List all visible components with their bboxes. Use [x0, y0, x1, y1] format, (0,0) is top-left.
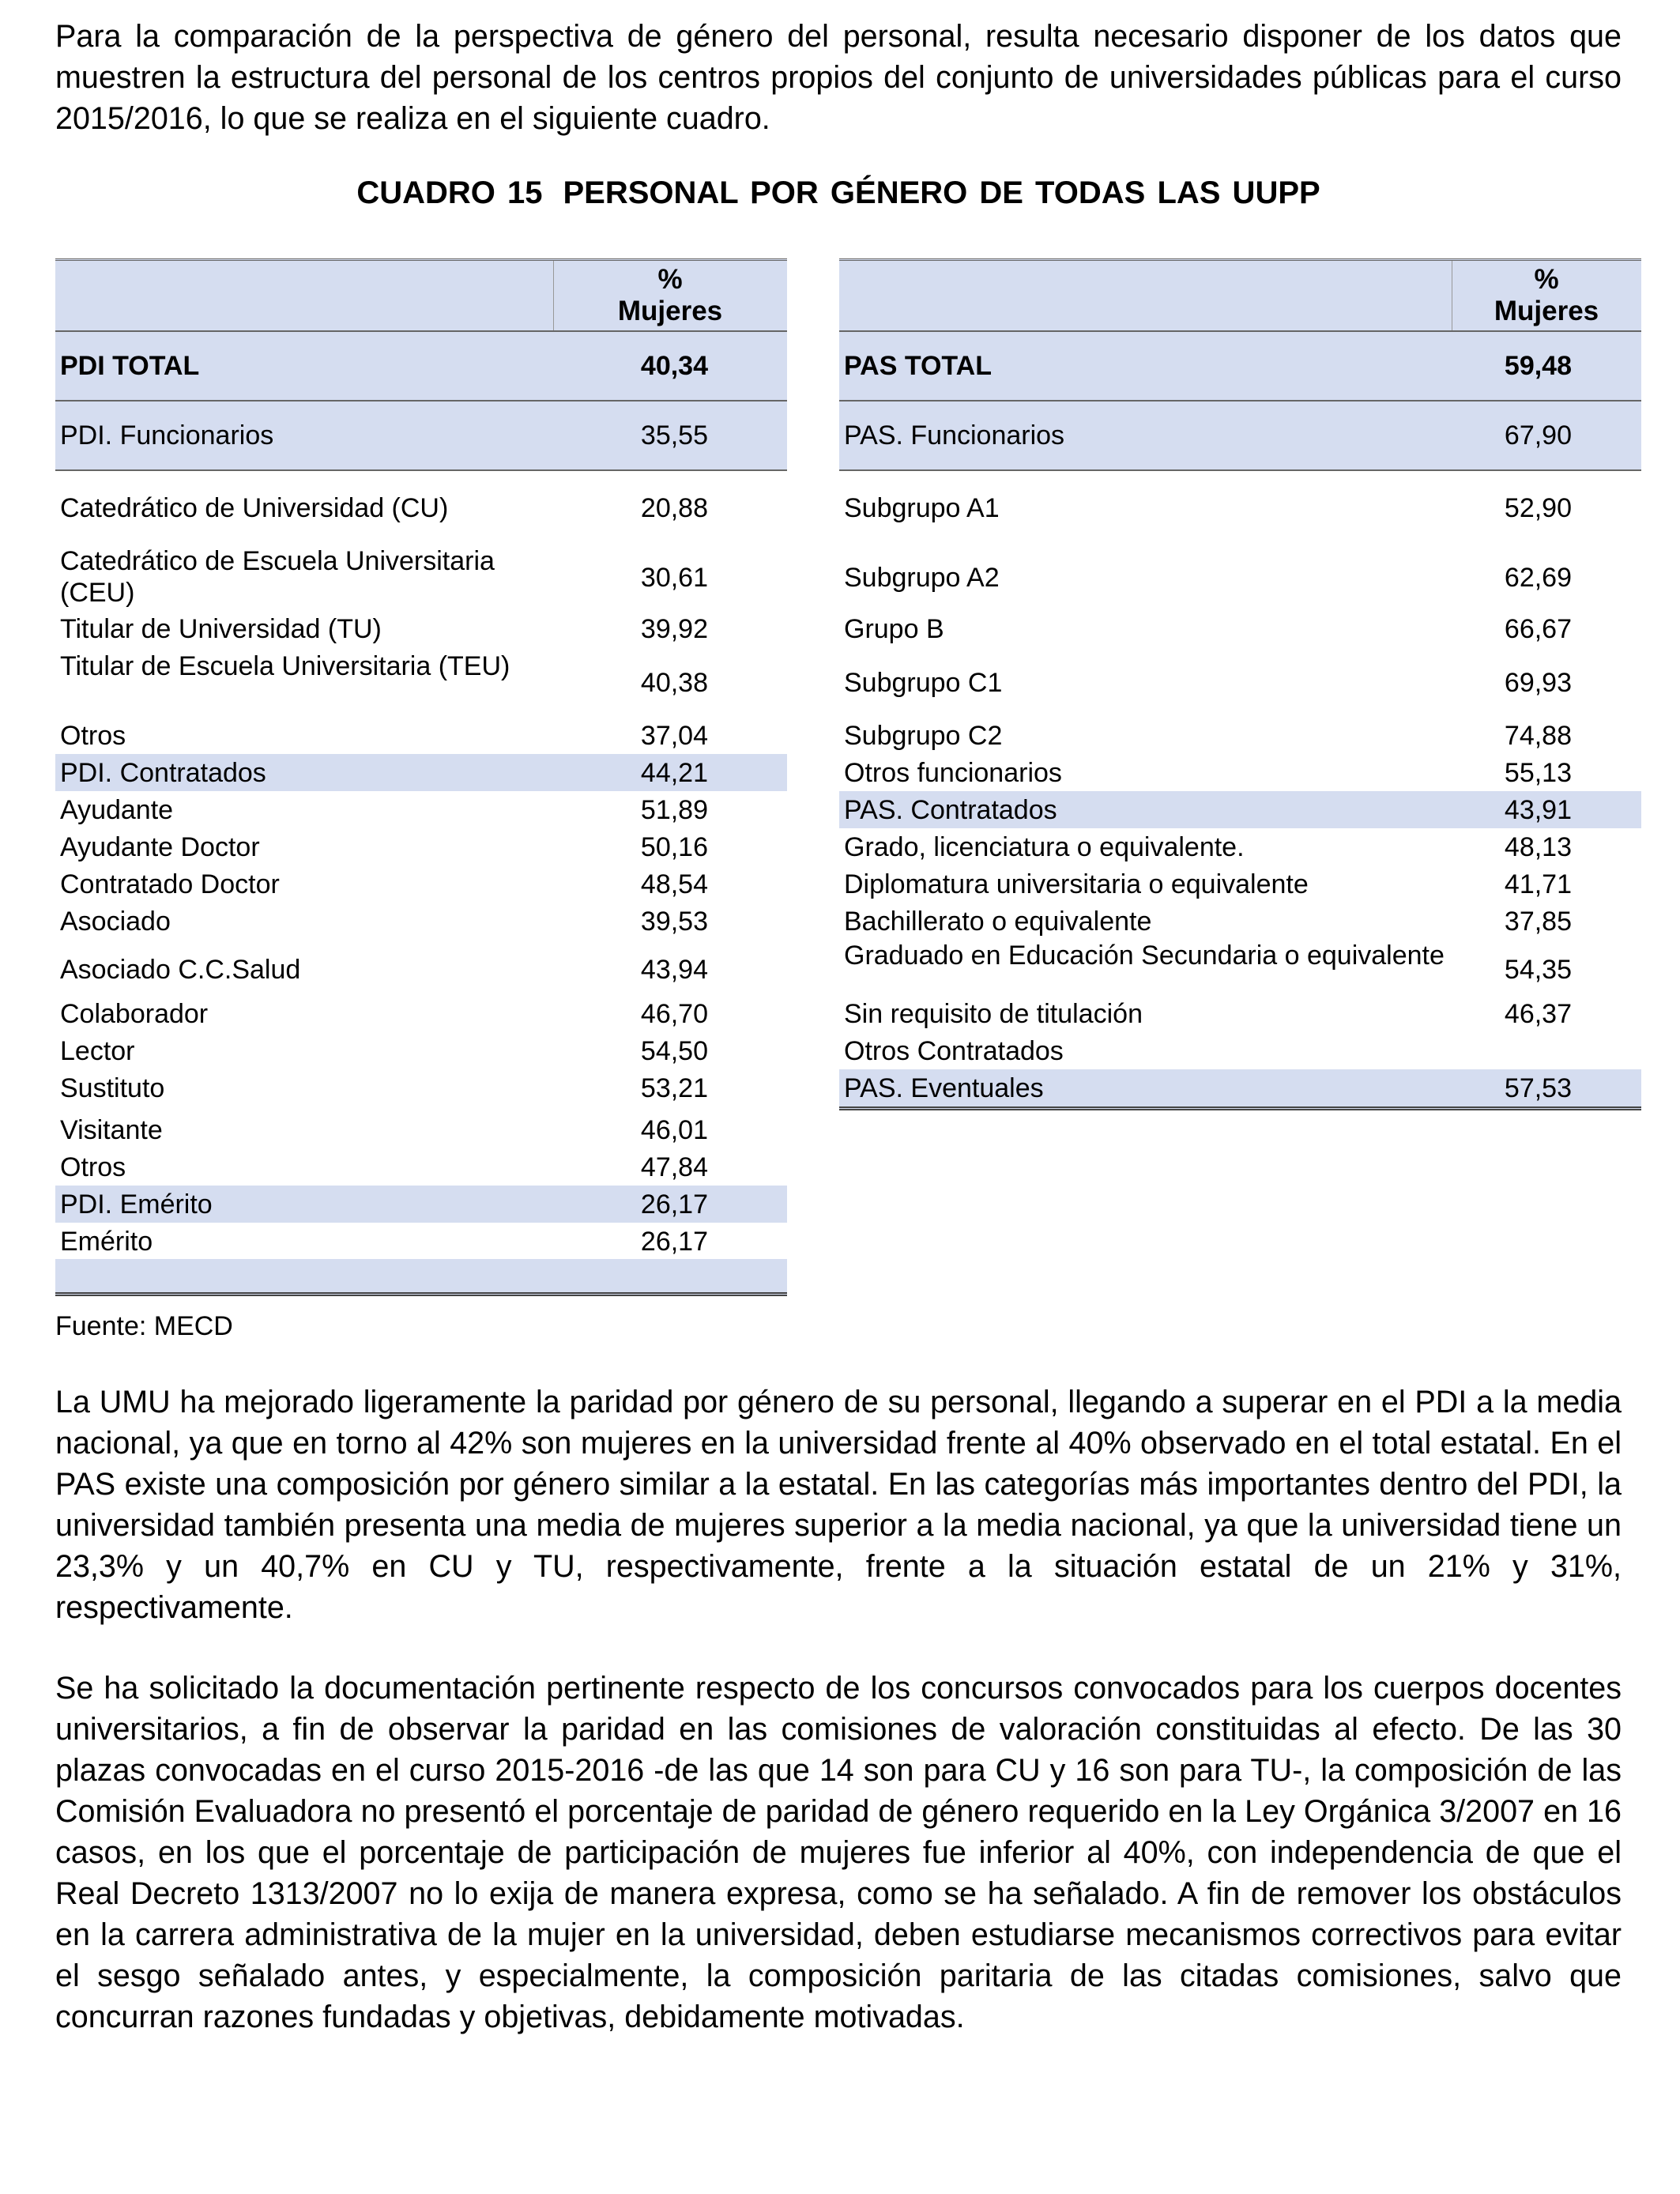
pas-row-label: Subgrupo C1 [844, 668, 1003, 698]
pas-row [839, 613, 1641, 647]
pas-row-label: PAS. Contratados [844, 795, 1057, 825]
pdi-row [55, 1069, 787, 1106]
table-source: Fuente: MECD [55, 1311, 233, 1341]
pdi-row [55, 401, 787, 471]
pas-row-value: 46,37 [1504, 999, 1572, 1029]
pas-header-percent-sign: % [1534, 264, 1559, 295]
pdi-row [55, 1148, 787, 1186]
pdi-row-value: 35,55 [640, 420, 708, 450]
pdi-row-label: Visitante [60, 1115, 163, 1145]
pdi-row-label: PDI. Funcionarios [60, 420, 274, 450]
pdi-row [55, 1223, 787, 1259]
pas-table [839, 258, 1641, 1110]
pdi-row-label: Colaborador [60, 999, 209, 1029]
pdi-row-value: 40,38 [640, 668, 708, 698]
pas-row [839, 542, 1641, 613]
pdi-row-label: Otros [60, 721, 126, 751]
pdi-row-label: PDI. Contratados [60, 758, 266, 788]
pas-row [839, 647, 1641, 717]
pdi-row [55, 647, 787, 717]
pas-row-label: Subgrupo A1 [844, 493, 1000, 523]
pas-row-label: Subgrupo C2 [844, 721, 1003, 751]
pas-row-label: Grupo B [844, 614, 944, 644]
pas-row-value: 59,48 [1504, 351, 1572, 381]
pas-row-value: 66,67 [1504, 614, 1572, 644]
pdi-row-label: Ayudante Doctor [60, 832, 260, 862]
pdi-header-mujeres [553, 264, 787, 327]
pdi-row-label: PDI. Emérito [60, 1189, 213, 1220]
pdi-row [55, 1186, 787, 1223]
pdi-header-percent-sign: % [657, 264, 683, 295]
table-title-number: CUADRO 15 [356, 175, 543, 210]
pas-row [839, 995, 1641, 1032]
pdi-row-label: Sustituto [60, 1073, 165, 1103]
pdi-row-label: Asociado [60, 907, 171, 937]
pdi-row-label: Catedrático de Universidad (CU) [60, 493, 449, 523]
pdi-row-value: 26,17 [640, 1227, 708, 1257]
pas-row-value: 43,91 [1504, 795, 1572, 825]
pas-row-value: 67,90 [1504, 420, 1572, 450]
pas-row-value: 37,85 [1504, 907, 1572, 937]
pas-row [839, 940, 1641, 995]
pdi-row-value: 51,89 [640, 795, 708, 825]
pdi-row-label: Catedrático de Escuela Universitaria (CEU) [60, 546, 495, 608]
pdi-row-label: Titular de Universidad (TU) [60, 614, 382, 644]
pdi-row [55, 903, 787, 940]
pdi-row [55, 1032, 787, 1069]
pas-row-label: Grado, licenciatura o equivalente. [844, 832, 1245, 862]
pdi-row [55, 754, 787, 791]
table-title-text: PERSONAL POR GÉNERO DE TODAS LAS UUPP [563, 175, 1320, 210]
pdi-row [55, 1106, 787, 1148]
pdi-row-value: 44,21 [640, 758, 708, 788]
pas-row [839, 903, 1641, 940]
pdi-row [55, 828, 787, 865]
table-title [55, 175, 1622, 211]
pas-row-label: PAS. Eventuales [844, 1073, 1044, 1103]
pas-row-label: Otros funcionarios [844, 758, 1062, 788]
pdi-row-label: Titular de Escuela Universitaria (TEU) [60, 651, 510, 681]
pdi-row-label: Contratado Doctor [60, 869, 280, 899]
pas-row-label: Graduado en Educación Secundaria o equivalente [844, 941, 1445, 971]
pdi-row-label: Emérito [60, 1227, 153, 1257]
intro-paragraph: Para la comparación de la perspectiva de género del personal, resulta necesario disponer de los datos que muestren la estructura del personal de los centros propios del conjunto de universidades públicas para el curso 2015/2016, lo que se realiza en el siguiente cuadro. [55, 19, 1622, 136]
pas-row-value: 74,88 [1504, 721, 1572, 751]
pas-row [839, 1032, 1641, 1069]
pas-row-value: 48,13 [1504, 832, 1572, 862]
pas-row-label: Sin requisito de titulación [844, 999, 1143, 1029]
pas-row [839, 332, 1641, 401]
pdi-row-value: 30,61 [640, 563, 708, 593]
pas-row [839, 717, 1641, 754]
pdi-row [55, 613, 787, 647]
pas-row-value: 41,71 [1504, 869, 1572, 899]
pdi-row-value: 37,04 [640, 721, 708, 751]
pdi-row-value: 43,94 [640, 955, 708, 985]
pdi-row-value: 48,54 [640, 869, 708, 899]
pas-row-label: PAS TOTAL [844, 351, 992, 381]
pdi-row-label: Ayudante [60, 795, 174, 825]
pdi-row-value: 50,16 [640, 832, 708, 862]
pdi-row-label: Asociado C.C.Salud [60, 955, 301, 985]
pas-header-label: Mujeres [1494, 296, 1599, 326]
pas-row-label: Subgrupo A2 [844, 563, 1000, 593]
pas-row [839, 791, 1641, 828]
pdi-empty-closing-row [55, 1259, 787, 1296]
pas-header-row [839, 258, 1641, 332]
pdi-row [55, 717, 787, 754]
pdi-row-value: 46,70 [640, 999, 708, 1029]
pas-row [839, 865, 1641, 903]
pas-row [839, 1069, 1641, 1110]
pdi-row [55, 865, 787, 903]
pdi-row-value: 39,92 [640, 614, 708, 644]
pas-row-value: 62,69 [1504, 563, 1572, 593]
pas-row [839, 401, 1641, 471]
pas-row-label: PAS. Funcionarios [844, 420, 1065, 450]
pdi-row [55, 542, 787, 613]
pas-row-value: 69,93 [1504, 668, 1572, 698]
pas-row [839, 754, 1641, 791]
pas-header-mujeres [1452, 264, 1641, 327]
pas-row [839, 828, 1641, 865]
pdi-row-label: PDI TOTAL [60, 351, 200, 381]
pas-row-label: Otros Contratados [844, 1036, 1064, 1066]
pdi-row [55, 995, 787, 1032]
paragraph-commissions: Se ha solicitado la documentación pertinente respecto de los concursos convocados para los cuerpos docentes universitarios, a fin de observar la paridad en las comisiones de valoración constituidas al efecto. De las 30 plazas convocadas en el curso 2015-2016 -de las que 14 son para CU y 16 son para TU-, la composición de las Comisión Evaluadora no presentó el porcentaje de paridad de género requerido en la Ley Orgánica 3/2007 en 16 casos, en los que el porcentaje de participación de mujeres fue inferior al 40%, con independencia de que el Real Decreto 1313/2007 no lo exija de manera expresa, como se ha señalado. A fin de remover los obstáculos en la carrera administrativa de la mujer en la universidad, deben estudiarse mecanismos correctivos para evitar el sesgo señalado antes, y especialmente, la composición paritaria de las citadas comisiones, salvo que concurran razones fundadas y objetivas, debidamente motivadas. [55, 1671, 1622, 2034]
pdi-row [55, 471, 787, 542]
pdi-row-value: 20,88 [640, 493, 708, 523]
pdi-row-label: Lector [60, 1036, 135, 1066]
pas-row-label: Bachillerato o equivalente [844, 907, 1152, 937]
pas-row-value: 57,53 [1504, 1073, 1572, 1103]
pas-row-value: 52,90 [1504, 493, 1572, 523]
pas-row-value: 54,35 [1504, 955, 1572, 985]
pas-row [839, 471, 1641, 542]
pas-row-value: 55,13 [1504, 758, 1572, 788]
pdi-row [55, 332, 787, 401]
paragraph-umu-parity: La UMU ha mejorado ligeramente la paridad por género de su personal, llegando a superar en el PDI a la media nacional, ya que en torno al 42% son mujeres en la universidad frente al 40% observado en el total estatal. En el PAS existe una composición por género similar a la estatal. En las categorías más importantes dentro del PDI, la universidad también presenta una media de mujeres superior a la media nacional, ya que la universidad tiene un 23,3% y un 40,7% en CU y TU, respectivamente, frente a la situación estatal de un 21% y 31%, respectivamente. [55, 1385, 1622, 1625]
pdi-row-value: 40,34 [640, 351, 708, 381]
pdi-table [55, 258, 787, 1296]
pdi-row [55, 791, 787, 828]
pdi-row [55, 940, 787, 995]
pdi-header-row [55, 258, 787, 332]
pdi-row-value: 47,84 [640, 1152, 708, 1182]
pas-row-label: Diplomatura universitaria o equivalente [844, 869, 1309, 899]
pdi-row-value: 46,01 [640, 1115, 708, 1145]
pdi-row-value: 54,50 [640, 1036, 708, 1066]
pdi-row-value: 26,17 [640, 1189, 708, 1220]
pdi-row-value: 39,53 [640, 907, 708, 937]
pdi-row-value: 53,21 [640, 1073, 708, 1103]
pdi-header-label: Mujeres [617, 296, 723, 326]
pdi-row-label: Otros [60, 1152, 126, 1182]
